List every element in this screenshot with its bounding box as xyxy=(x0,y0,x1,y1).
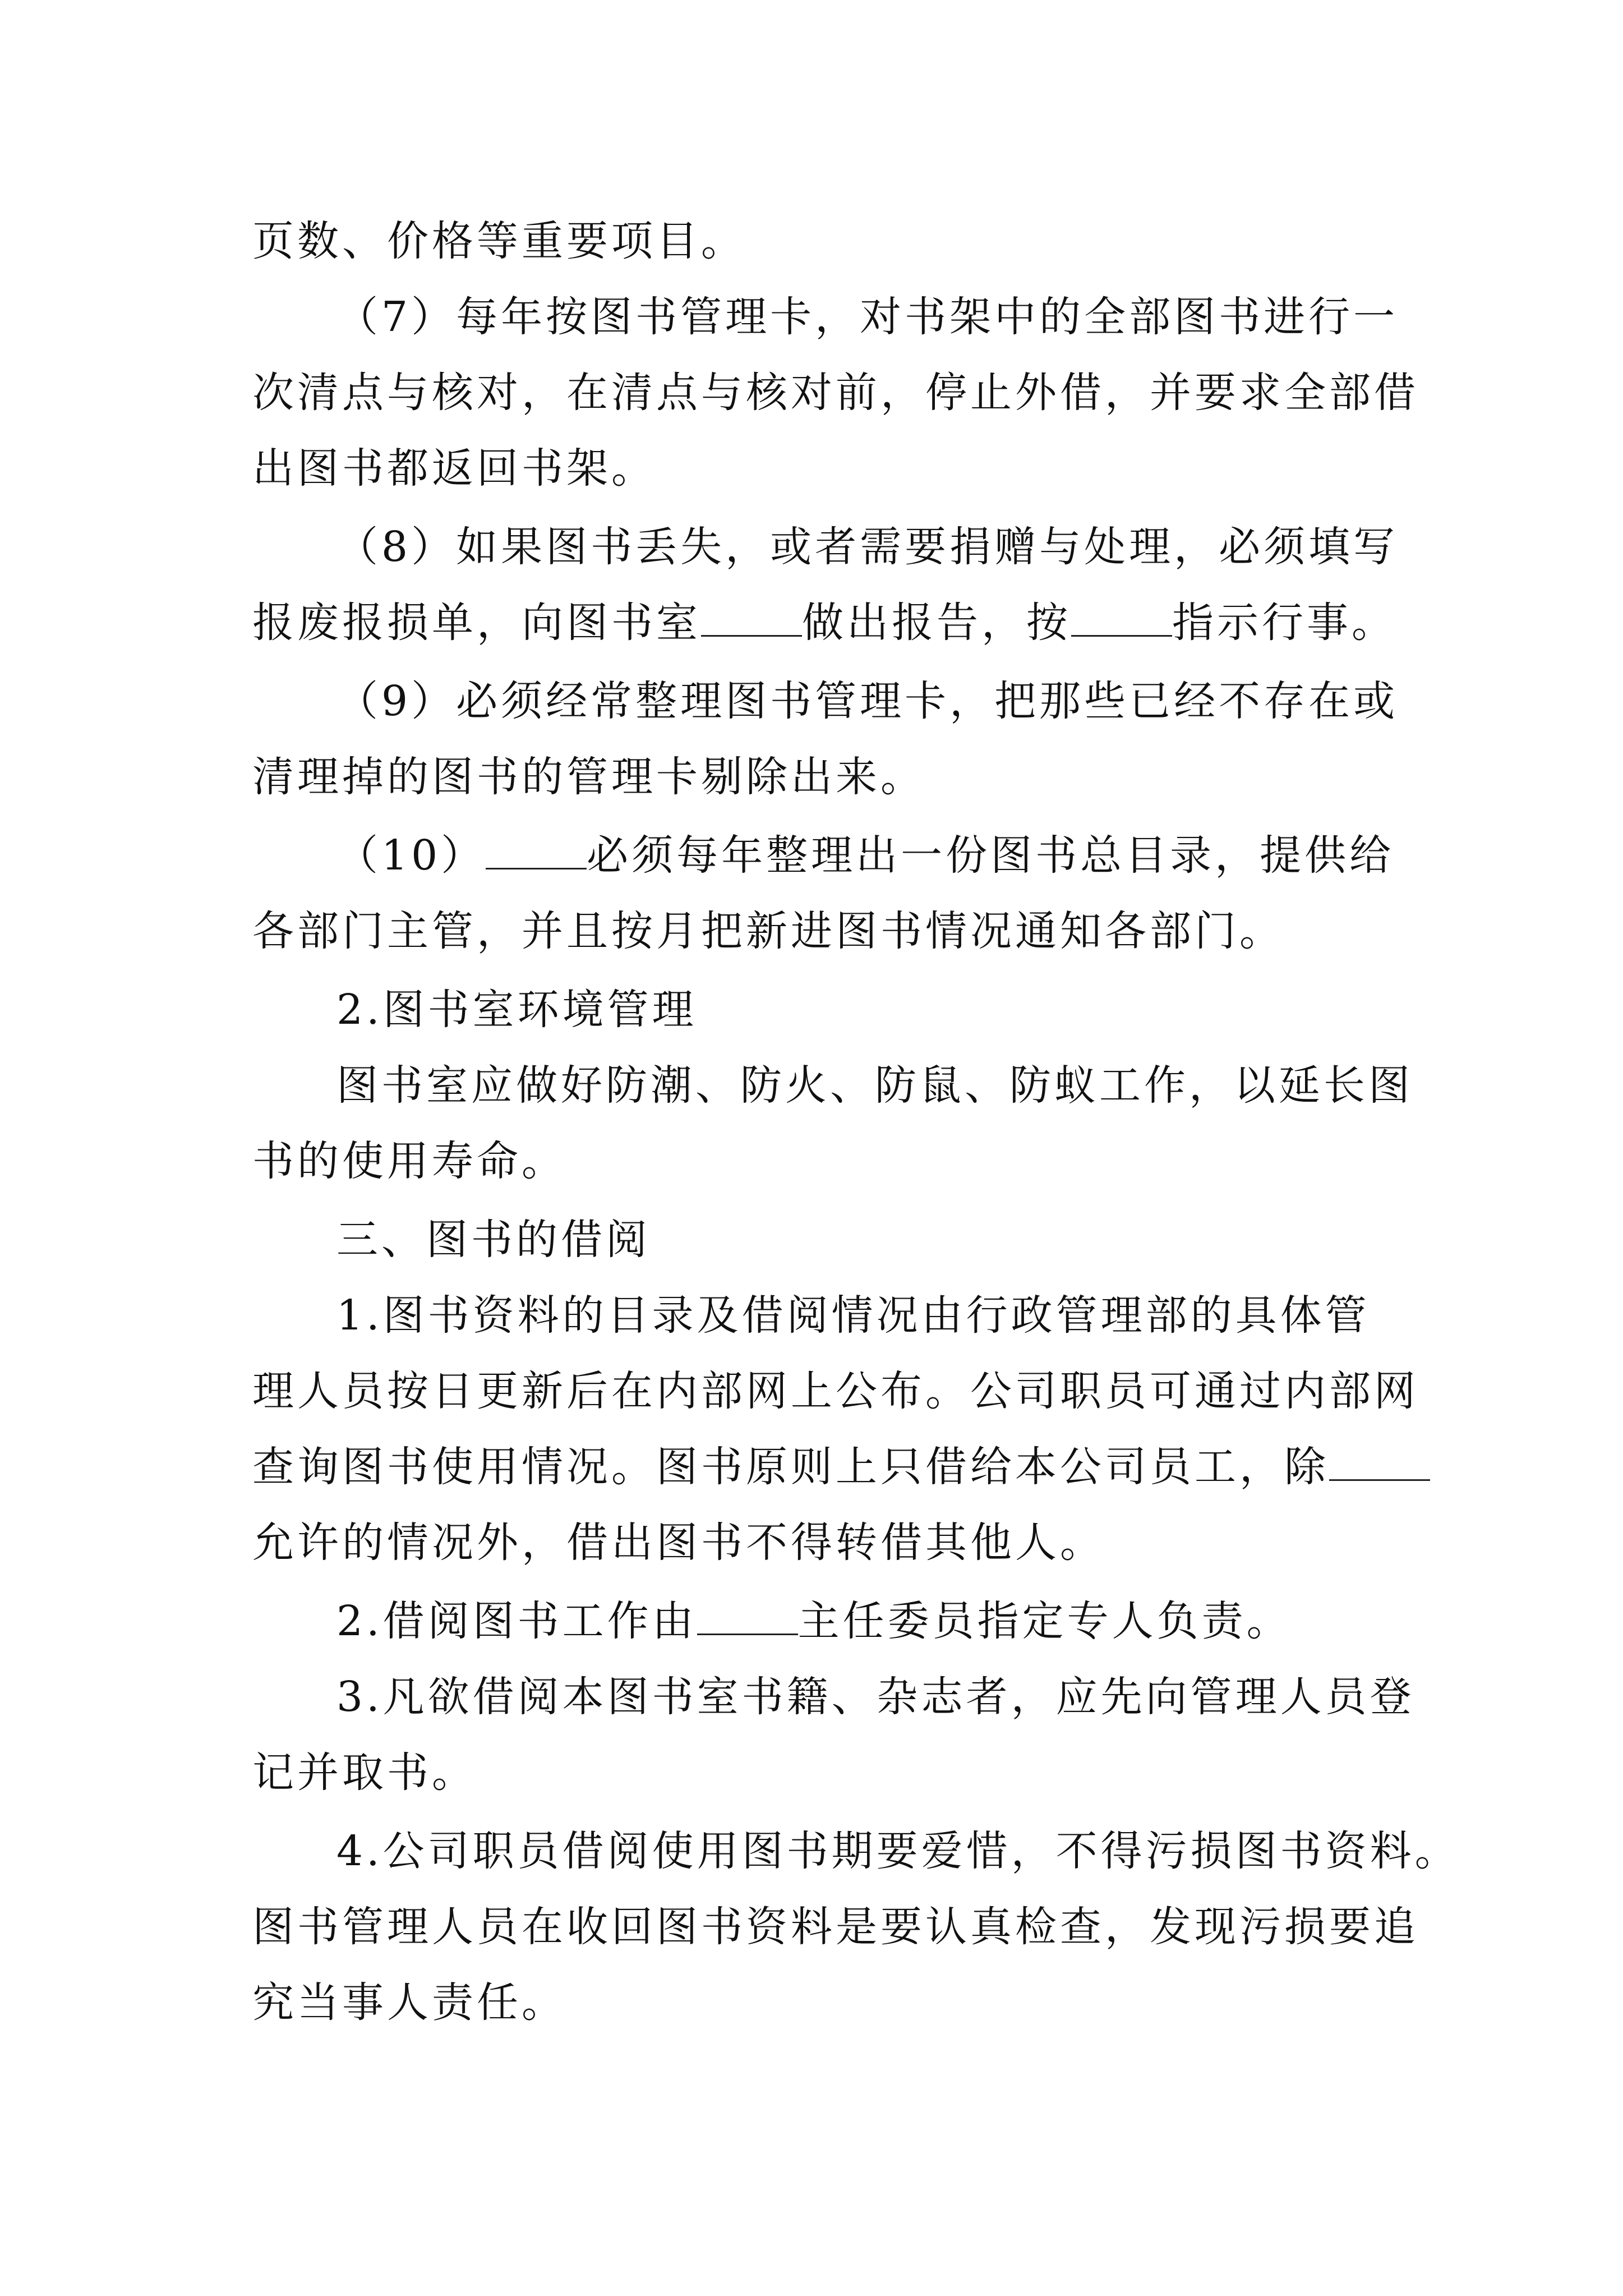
paragraph-line: 图书管理人员在收回图书资料是要认真检查，发现污损要追 xyxy=(252,1903,1419,1951)
paragraph-line: 各部门主管，并且按月把新进图书情况通知各部门。 xyxy=(252,907,1284,955)
line-text: 报废报损单，向图书室 xyxy=(252,599,701,647)
paragraph-line: （9）必须经常整理图书管理卡，把那些已经不存在或 xyxy=(336,677,1399,725)
line-text: 指示行事。 xyxy=(1172,599,1396,647)
paragraph-line: 究当事人责任。 xyxy=(252,1978,566,2027)
fill-blank xyxy=(486,829,587,869)
paragraph-line xyxy=(252,589,1396,656)
fill-blank xyxy=(1329,1440,1430,1481)
section-heading: 2.图书室环境管理 xyxy=(336,986,697,1034)
paragraph-line: 3.凡欲借阅本图书室书籍、杂志者，应先向管理人员登 xyxy=(336,1673,1415,1721)
paragraph-line: 清理掉的图书的管理卡剔除出来。 xyxy=(252,753,925,801)
section-heading: 三、图书的借阅 xyxy=(336,1216,651,1264)
paragraph-line: 4.公司职员借阅使用图书期要爱惜，不得污损图书资料。 xyxy=(336,1827,1460,1875)
fill-blank xyxy=(701,596,802,637)
fill-blank xyxy=(697,1594,798,1635)
line-text: 查询图书使用情况。图书原则上只借给本公司员工，除 xyxy=(252,1443,1329,1491)
paragraph-line: 1.图书资料的目录及借阅情况由行政管理部的具体管 xyxy=(336,1291,1370,1340)
line-text: （10） xyxy=(336,831,486,880)
paragraph-line xyxy=(252,1433,1385,1501)
paragraph-line: 图书室应做好防潮、防火、防鼠、防蚁工作，以延长图 xyxy=(336,1061,1413,1110)
paragraph-line: 书的使用寿命。 xyxy=(252,1137,566,1185)
paragraph-line: 记并取书。 xyxy=(252,1749,477,1797)
paragraph-line xyxy=(336,1588,1385,1655)
paragraph-line: 次清点与核对，在清点与核对前，停止外借，并要求全部借 xyxy=(252,369,1419,417)
paragraph-line: 出图书都返回书架。 xyxy=(252,444,656,493)
paragraph-line: 允许的情况外，借出图书不得转借其他人。 xyxy=(252,1519,1105,1567)
line-text: 2.借阅图书工作由 xyxy=(336,1597,697,1645)
fill-blank xyxy=(1071,596,1172,637)
line-text: 主任委员指定专人负责。 xyxy=(797,1597,1292,1645)
paragraph-line: （7）每年按图书管理卡，对书架中的全部图书进行一 xyxy=(336,293,1399,341)
paragraph-line: （8）如果图书丢失，或者需要捐赠与处理，必须填写 xyxy=(336,523,1399,571)
paragraph-line xyxy=(336,822,1395,889)
paragraph-line: 页数、价格等重要项目。 xyxy=(252,217,746,265)
line-text: 必须每年整理出一份图书总目录，提供给 xyxy=(587,831,1395,880)
paragraph-line: 理人员按日更新后在内部网上公布。公司职员可通过内部网 xyxy=(252,1367,1419,1415)
line-text: 做出报告，按 xyxy=(802,599,1071,647)
